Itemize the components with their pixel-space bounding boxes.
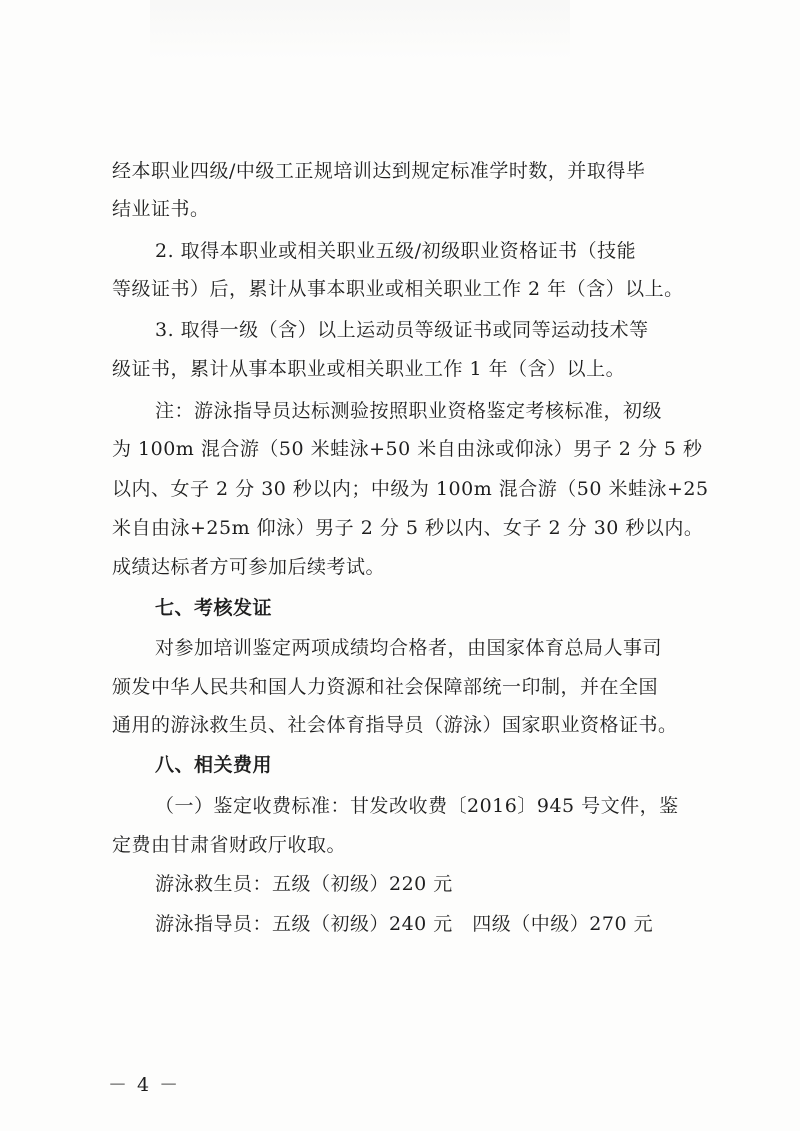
note-line: 成绩达标者方可参加后续考试。: [112, 556, 386, 578]
paragraph-line: 3. 取得一级（含）以上运动员等级证书或同等运动技术等: [155, 319, 649, 341]
note-line: 以内、女子 2 分 30 秒以内；中级为 100m 混合游（50 米蛙泳+25: [112, 478, 709, 500]
note-line: 注：游泳指导员达标测验按照职业资格鉴定考核标准，初级: [155, 400, 663, 422]
paragraph-line: 结业证书。: [112, 198, 210, 220]
paragraph-line: 通用的游泳救生员、社会体育指导员（游泳）国家职业资格证书。: [112, 714, 678, 736]
paragraph-line: 等级证书）后，累计从事本职业或相关职业工作 2 年（含）以上。: [112, 278, 684, 300]
paragraph-line: 级证书，累计从事本职业或相关职业工作 1 年（含）以上。: [112, 358, 626, 380]
note-line: 米自由泳+25m 仰泳）男子 2 分 5 秒以内、女子 2 分 30 秒以内。: [112, 517, 704, 539]
fee-line-lifeguard: 游泳救生员：五级（初级）220 元: [155, 873, 453, 895]
paragraph-line: 颁发中华人民共和国人力资源和社会保障部统一印制，并在全国: [112, 676, 659, 698]
section-heading-fees: 八、相关费用: [155, 754, 273, 776]
paragraph-line: 2. 取得本职业或相关职业五级/初级职业资格证书（技能: [155, 240, 637, 262]
scan-bleed-through: [150, 0, 570, 60]
paragraph-line: 定费由甘肃省财政厅收取。: [112, 834, 347, 856]
paragraph-line: 对参加培训鉴定两项成绩均合格者，由国家体育总局人事司: [155, 637, 663, 659]
note-line: 为 100m 混合游（50 米蛙泳+50 米自由泳或仰泳）男子 2 分 5 秒: [112, 438, 703, 460]
paragraph-line: 经本职业四级/中级工正规培训达到规定标准学时数，并取得毕: [112, 160, 646, 182]
fee-line-instructor: 游泳指导员：五级（初级）240 元 四级（中级）270 元: [155, 913, 654, 935]
page-number: － 4 －: [108, 1074, 181, 1096]
section-heading-assessment: 七、考核发证: [155, 597, 273, 619]
paragraph-line: （一）鉴定收费标准：甘发改收费〔2016〕945 号文件，鉴: [155, 795, 679, 817]
